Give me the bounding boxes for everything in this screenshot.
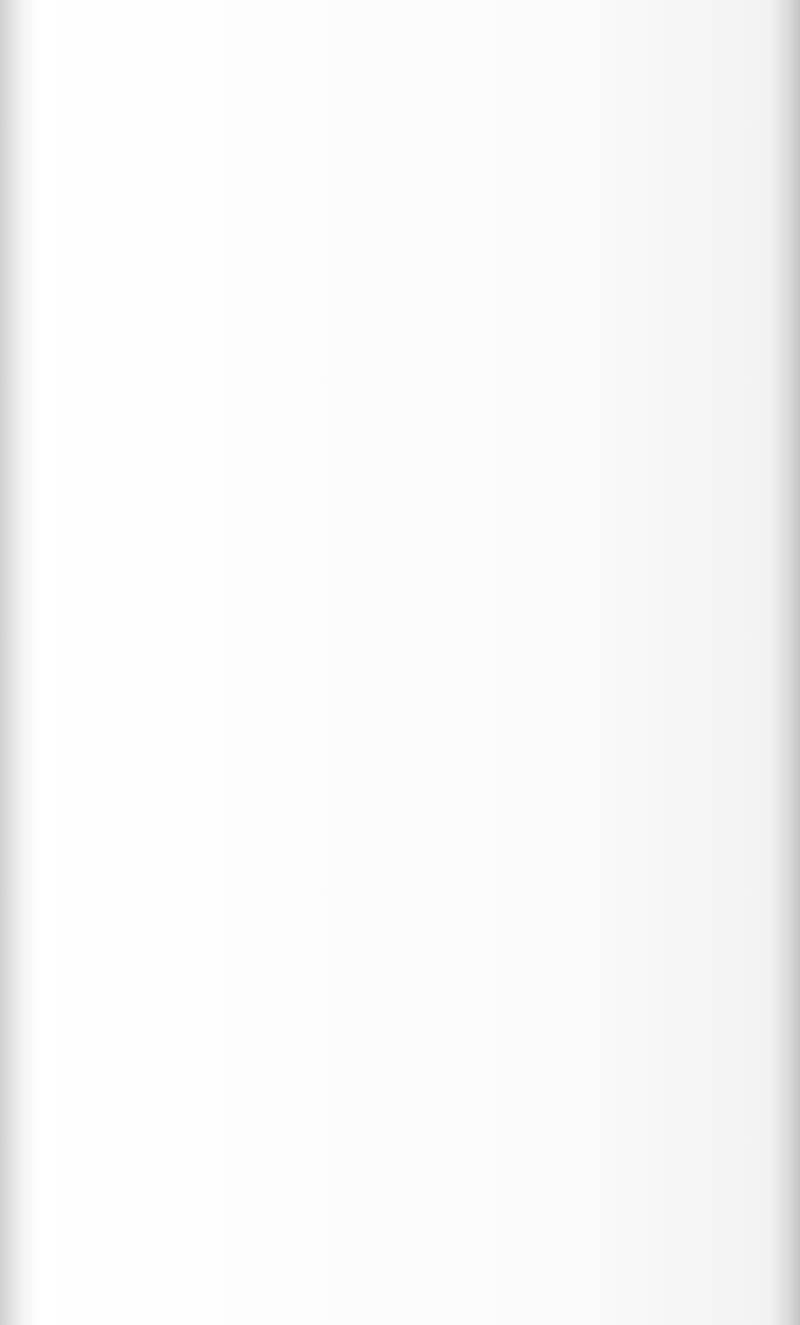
- running-header: [160, 18, 770, 58]
